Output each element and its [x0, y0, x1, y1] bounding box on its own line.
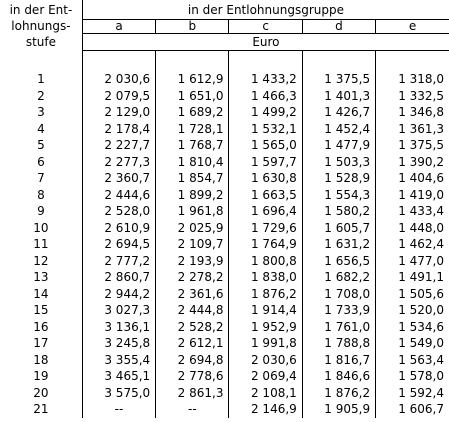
value-cell-b: 1 961,8 [156, 203, 229, 220]
stufe-column-header [0, 0, 82, 51]
stufe-cell: 21 [33, 402, 49, 416]
stufe-cell: 14 [33, 286, 49, 301]
stufe-label-line-2: lohnungs- [11, 19, 71, 33]
stufe-cell: 17 [33, 336, 49, 350]
value-cell-c: 1 466,3 [229, 88, 302, 105]
stufe-cell: 20 [33, 385, 49, 400]
value-cell-c: 2 030,6 [229, 352, 302, 369]
stufe-cell: 13 [33, 270, 49, 284]
value-cell-d: 1 452,4 [302, 121, 375, 138]
table-row [0, 104, 449, 121]
stufe-cell: 11 [33, 237, 49, 251]
value-cell-a: 2 777,2 [82, 253, 155, 270]
value-cell-a: 2 129,0 [82, 104, 155, 121]
table-row [0, 269, 449, 286]
value-cell-b: 2 444,8 [156, 302, 229, 319]
value-cell-d: 1 788,8 [302, 335, 375, 352]
value-cell-b: 1 728,1 [156, 121, 229, 138]
value-cell-d: 1 401,3 [302, 88, 375, 105]
stufe-cell: 12 [33, 253, 49, 268]
table-row [0, 335, 449, 352]
value-cell-b: 1 854,7 [156, 170, 229, 187]
table-row [0, 286, 449, 303]
table-row [0, 352, 449, 369]
value-cell-e: 1 361,3 [376, 121, 449, 138]
value-cell-b: 2 278,2 [156, 269, 229, 286]
value-cell-d: 1 375,5 [302, 71, 375, 88]
value-cell-c: 1 499,2 [229, 104, 302, 121]
value-cell-a: 3 355,4 [82, 352, 155, 369]
value-cell-d: 1 554,3 [302, 187, 375, 204]
value-cell-e: 1 318,0 [376, 71, 449, 88]
value-cell-a: 2 860,7 [82, 269, 155, 286]
column-header-e: e [376, 20, 449, 34]
stufe-cell: 1 [37, 72, 45, 86]
table-row [0, 319, 449, 336]
stufe-cell: 19 [33, 369, 49, 383]
value-cell-b: 2 694,8 [156, 352, 229, 369]
stufe-cell: 6 [37, 154, 45, 169]
value-cell-c: 1 729,6 [229, 220, 302, 237]
value-cell-b: 1 689,2 [156, 104, 229, 121]
value-cell-d: 1 631,2 [302, 236, 375, 253]
stufe-cell: 18 [33, 352, 49, 367]
value-cell-d: 1 816,7 [302, 352, 375, 369]
value-cell-e: 1 549,0 [376, 335, 449, 352]
table-row [0, 203, 449, 220]
value-cell-e: 1 606,7 [376, 401, 449, 418]
column-header-b: b [156, 20, 229, 34]
stufe-cell: 9 [37, 204, 45, 218]
value-cell-e: 1 520,0 [376, 302, 449, 319]
value-cell-e: 1 404,6 [376, 170, 449, 187]
value-cell-c: 1 914,4 [229, 302, 302, 319]
value-cell-b: 2 193,9 [156, 253, 229, 270]
table-row [0, 253, 449, 270]
value-cell-a: -- [82, 401, 155, 418]
value-cell-a: 2 610,9 [82, 220, 155, 237]
unit-header: Euro [82, 34, 449, 51]
value-cell-c: 1 764,9 [229, 236, 302, 253]
value-cell-e: 1 563,4 [376, 352, 449, 369]
value-cell-c: 1 696,4 [229, 203, 302, 220]
stufe-cell: 3 [37, 105, 45, 119]
value-cell-b: 1 810,4 [156, 154, 229, 171]
column-header-c: c [229, 20, 302, 34]
table-row [0, 154, 449, 171]
table-row [0, 220, 449, 237]
value-cell-a: 2 227,7 [82, 137, 155, 154]
value-cell-b: 1 612,9 [156, 71, 229, 88]
value-cell-a: 3 245,8 [82, 335, 155, 352]
value-cell-d: 1 477,9 [302, 137, 375, 154]
value-cell-a: 2 030,6 [82, 71, 155, 88]
value-cell-c: 1 630,8 [229, 170, 302, 187]
value-cell-d: 1 580,2 [302, 203, 375, 220]
value-cell-b: 2 528,2 [156, 319, 229, 336]
value-cell-a: 3 575,0 [82, 385, 155, 402]
value-cell-a: 2 277,3 [82, 154, 155, 171]
stufe-cell: 8 [37, 187, 45, 202]
value-cell-e: 1 433,4 [376, 203, 449, 220]
table-row [0, 385, 449, 402]
value-cell-c: 1 433,2 [229, 71, 302, 88]
table-row [0, 401, 449, 418]
value-cell-a: 3 027,3 [82, 302, 155, 319]
table-row [0, 236, 449, 253]
value-cell-e: 1 390,2 [376, 154, 449, 171]
table-row [0, 137, 449, 154]
stufe-cell: 2 [37, 88, 45, 103]
stufe-label-line-3: stufe [25, 35, 57, 49]
value-cell-d: 1 761,0 [302, 319, 375, 336]
value-cell-c: 1 838,0 [229, 269, 302, 286]
table-row [0, 368, 449, 385]
value-cell-c: 2 069,4 [229, 368, 302, 385]
value-cell-d: 1 846,6 [302, 368, 375, 385]
value-cell-a: 2 444,6 [82, 187, 155, 204]
value-cell-c: 1 800,8 [229, 253, 302, 270]
value-cell-a: 2 178,4 [82, 121, 155, 138]
value-cell-b: 1 899,2 [156, 187, 229, 204]
value-cell-c: 1 876,2 [229, 286, 302, 303]
value-cell-d: 1 503,3 [302, 154, 375, 171]
value-cell-e: 1 375,5 [376, 137, 449, 154]
table-row [0, 121, 449, 138]
value-cell-e: 1 346,8 [376, 104, 449, 121]
value-cell-c: 2 108,1 [229, 385, 302, 402]
value-cell-d: 1 708,0 [302, 286, 375, 303]
value-cell-d: 1 426,7 [302, 104, 375, 121]
table-row [0, 170, 449, 187]
value-cell-d: 1 605,7 [302, 220, 375, 237]
value-cell-e: 1 477,0 [376, 253, 449, 270]
table-row [0, 187, 449, 204]
value-cell-b: 2 025,9 [156, 220, 229, 237]
table-row [0, 88, 449, 105]
value-cell-a: 2 944,2 [82, 286, 155, 303]
value-cell-a: 2 694,5 [82, 236, 155, 253]
value-cell-d: 1 905,9 [302, 401, 375, 418]
value-cell-e: 1 462,4 [376, 236, 449, 253]
value-cell-e: 1 505,6 [376, 286, 449, 303]
value-cell-b: 2 778,6 [156, 368, 229, 385]
value-cell-c: 2 146,9 [229, 401, 302, 418]
table-row [0, 71, 449, 88]
value-cell-a: 2 360,7 [82, 170, 155, 187]
value-cell-c: 1 991,8 [229, 335, 302, 352]
value-cell-d: 1 656,5 [302, 253, 375, 270]
value-cell-a: 3 465,1 [82, 368, 155, 385]
value-cell-b: -- [156, 401, 229, 418]
value-cell-d: 1 733,9 [302, 302, 375, 319]
stufe-cell: 5 [37, 138, 45, 152]
stufe-cell: 7 [37, 171, 45, 185]
stufe-cell: 10 [33, 220, 49, 235]
value-cell-a: 2 079,5 [82, 88, 155, 105]
value-cell-c: 1 952,9 [229, 319, 302, 336]
value-cell-d: 1 682,2 [302, 269, 375, 286]
value-cell-e: 1 419,0 [376, 187, 449, 204]
value-cell-c: 1 663,5 [229, 187, 302, 204]
value-cell-b: 2 109,7 [156, 236, 229, 253]
value-cell-a: 2 528,0 [82, 203, 155, 220]
value-cell-b: 2 861,3 [156, 385, 229, 402]
stufe-label-line-1: in der Ent- [9, 3, 73, 17]
stufe-cell: 16 [33, 319, 49, 334]
stufe-cell: 15 [33, 303, 49, 317]
value-cell-e: 1 491,1 [376, 269, 449, 286]
value-cell-e: 1 534,6 [376, 319, 449, 336]
group-header: in der Entlohnungsgruppe [82, 0, 449, 20]
spacer-row [0, 51, 449, 72]
column-header-a: a [82, 20, 155, 34]
value-cell-e: 1 592,4 [376, 385, 449, 402]
value-cell-e: 1 332,5 [376, 88, 449, 105]
value-cell-d: 1 528,9 [302, 170, 375, 187]
value-cell-b: 1 651,0 [156, 88, 229, 105]
value-cell-c: 1 597,7 [229, 154, 302, 171]
value-cell-b: 2 361,6 [156, 286, 229, 303]
value-cell-c: 1 532,1 [229, 121, 302, 138]
value-cell-e: 1 578,0 [376, 368, 449, 385]
value-cell-d: 1 876,2 [302, 385, 375, 402]
value-cell-e: 1 448,0 [376, 220, 449, 237]
value-cell-c: 1 565,0 [229, 137, 302, 154]
table-row [0, 302, 449, 319]
value-cell-a: 3 136,1 [82, 319, 155, 336]
value-cell-b: 2 612,1 [156, 335, 229, 352]
column-header-d: d [302, 20, 375, 34]
stufe-cell: 4 [37, 121, 45, 136]
value-cell-b: 1 768,7 [156, 137, 229, 154]
